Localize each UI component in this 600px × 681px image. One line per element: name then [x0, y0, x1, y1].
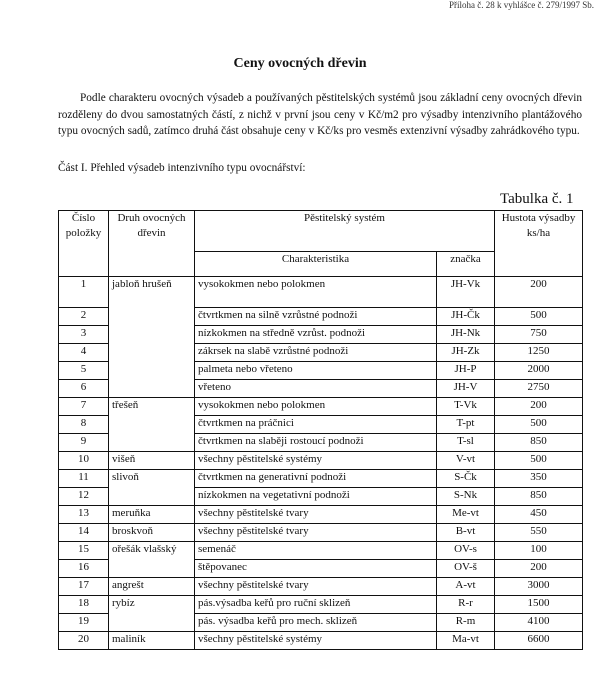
- cell-item-no: 18: [59, 596, 109, 614]
- cell-mark: JH-Vk: [437, 277, 495, 308]
- cell-species: [109, 308, 195, 326]
- cell-species: broskvoň: [109, 524, 195, 542]
- table-row: [59, 488, 583, 506]
- cell-item-no: 1: [59, 277, 109, 308]
- header-item-no: Číslo položky: [59, 211, 109, 277]
- cell-characteristic: semenáč: [195, 542, 437, 560]
- table-row: [59, 632, 583, 650]
- cell-item-no: 5: [59, 362, 109, 380]
- cell-species: [109, 380, 195, 398]
- cell-density: 2000: [495, 362, 583, 380]
- table-row: [59, 470, 583, 488]
- cell-mark: R-r: [437, 596, 495, 614]
- cell-item-no: 11: [59, 470, 109, 488]
- cell-density: 1250: [495, 344, 583, 362]
- cell-species: [109, 488, 195, 506]
- table-label: Tabulka č. 1: [500, 191, 574, 207]
- cell-characteristic: pás.výsadba keřů pro ruční sklizeň: [195, 596, 437, 614]
- table-row: [59, 398, 583, 416]
- table-body: [59, 277, 583, 650]
- cell-density: 1500: [495, 596, 583, 614]
- cell-characteristic: všechny pěstitelské systémy: [195, 632, 437, 650]
- cell-density: 2750: [495, 380, 583, 398]
- table-row: [59, 416, 583, 434]
- cell-species: maliník: [109, 632, 195, 650]
- cell-mark: OV-s: [437, 542, 495, 560]
- cell-mark: T-sl: [437, 434, 495, 452]
- table-row: [59, 614, 583, 632]
- cell-species: angrešt: [109, 578, 195, 596]
- cell-species: [109, 560, 195, 578]
- cell-density: 200: [495, 277, 583, 308]
- cell-mark: JH-Nk: [437, 326, 495, 344]
- table-row: [59, 506, 583, 524]
- header-species: Druh ovocných dřevin: [109, 211, 195, 277]
- table-row: [59, 452, 583, 470]
- cell-characteristic: všechny pěstitelské tvary: [195, 524, 437, 542]
- cell-species: ořešák vlašský: [109, 542, 195, 560]
- table-row: [59, 578, 583, 596]
- cell-density: 450: [495, 506, 583, 524]
- cell-item-no: 10: [59, 452, 109, 470]
- cell-characteristic: čtvrtkmen na práčnici: [195, 416, 437, 434]
- table-row: [59, 380, 583, 398]
- cell-mark: R-m: [437, 614, 495, 632]
- cell-density: 500: [495, 452, 583, 470]
- cell-mark: JH-V: [437, 380, 495, 398]
- cell-characteristic: čtvrtkmen na silně vzrůstné podnoži: [195, 308, 437, 326]
- table-row: [59, 596, 583, 614]
- cell-item-no: 17: [59, 578, 109, 596]
- cell-density: 6600: [495, 632, 583, 650]
- cell-item-no: 4: [59, 344, 109, 362]
- cell-mark: OV-š: [437, 560, 495, 578]
- intro-paragraph: Podle charakteru ovocných výsadeb a používaných pěstitelských systémů jsou základní ceny ovocných dřevin rozděleny do dvou samostatných částí, z nichž v první jsou ceny v Kč/m2 pro výsadby intenzivního plantážového typu ovocných sadů, zatímco druhá část obsahuje ceny v Kč/ks pro vesměs extenzivní výsadby zahrádkového typu.: [58, 92, 582, 137]
- cell-density: 200: [495, 398, 583, 416]
- cell-characteristic: nízkokmen na středně vzrůst. podnoži: [195, 326, 437, 344]
- table-row: [59, 308, 583, 326]
- cell-characteristic: čtvrtkmen na generativní podnoži: [195, 470, 437, 488]
- cell-species: [109, 344, 195, 362]
- cell-mark: T-Vk: [437, 398, 495, 416]
- cell-characteristic: štěpovanec: [195, 560, 437, 578]
- cell-mark: JH-P: [437, 362, 495, 380]
- table-row: [59, 344, 583, 362]
- cell-density: 850: [495, 434, 583, 452]
- cell-characteristic: všechny pěstitelské systémy: [195, 452, 437, 470]
- price-table: [58, 210, 583, 650]
- cell-mark: Me-vt: [437, 506, 495, 524]
- cell-species: [109, 326, 195, 344]
- cell-characteristic: všechny pěstitelské tvary: [195, 578, 437, 596]
- cell-species: meruňka: [109, 506, 195, 524]
- cell-characteristic: pás. výsadba keřů pro mech. sklizeň: [195, 614, 437, 632]
- table-row: [59, 277, 583, 308]
- header-mark: značka: [437, 252, 495, 277]
- cell-item-no: 14: [59, 524, 109, 542]
- cell-species: slivoň: [109, 470, 195, 488]
- cell-characteristic: všechny pěstitelské tvary: [195, 506, 437, 524]
- cell-item-no: 15: [59, 542, 109, 560]
- cell-characteristic: palmeta nebo vřeteno: [195, 362, 437, 380]
- cell-density: 750: [495, 326, 583, 344]
- cell-item-no: 13: [59, 506, 109, 524]
- cell-species: rybíz: [109, 596, 195, 614]
- cell-mark: B-vt: [437, 524, 495, 542]
- cell-characteristic: nízkokmen na vegetativní podnoži: [195, 488, 437, 506]
- cell-species: jabloň hrušeň: [109, 277, 195, 308]
- cell-mark: S-Čk: [437, 470, 495, 488]
- cell-species: višeň: [109, 452, 195, 470]
- cell-density: 4100: [495, 614, 583, 632]
- cell-item-no: 8: [59, 416, 109, 434]
- cell-species: [109, 416, 195, 434]
- cell-item-no: 6: [59, 380, 109, 398]
- header-characteristic: Charakteristika: [195, 252, 437, 277]
- cell-density: 850: [495, 488, 583, 506]
- part-heading: Část I. Přehled výsadeb intenzivního typu ovocnářství:: [58, 162, 306, 174]
- cell-mark: A-vt: [437, 578, 495, 596]
- header-system: Pěstitelský systém: [195, 211, 495, 252]
- cell-density: 550: [495, 524, 583, 542]
- cell-density: 3000: [495, 578, 583, 596]
- cell-species: [109, 434, 195, 452]
- cell-mark: JH-Zk: [437, 344, 495, 362]
- cell-density: 100: [495, 542, 583, 560]
- table-row: [59, 524, 583, 542]
- cell-item-no: 9: [59, 434, 109, 452]
- cell-item-no: 2: [59, 308, 109, 326]
- header-note: Příloha č. 28 k vyhlášce č. 279/1997 Sb.: [449, 0, 594, 10]
- table-row: [59, 362, 583, 380]
- cell-species: [109, 362, 195, 380]
- table-row: [59, 434, 583, 452]
- table-row: [59, 560, 583, 578]
- cell-characteristic: vysokokmen nebo polokmen: [195, 398, 437, 416]
- header-density: Hustota výsadby ks/ha: [495, 211, 583, 277]
- cell-characteristic: vřeteno: [195, 380, 437, 398]
- cell-item-no: 7: [59, 398, 109, 416]
- cell-species: [109, 614, 195, 632]
- table-row: [59, 326, 583, 344]
- cell-density: 500: [495, 308, 583, 326]
- cell-characteristic: zákrsek na slabě vzrůstné podnoži: [195, 344, 437, 362]
- cell-mark: S-Nk: [437, 488, 495, 506]
- cell-item-no: 16: [59, 560, 109, 578]
- cell-density: 500: [495, 416, 583, 434]
- cell-mark: JH-Čk: [437, 308, 495, 326]
- cell-item-no: 12: [59, 488, 109, 506]
- cell-density: 350: [495, 470, 583, 488]
- table-row: [59, 542, 583, 560]
- cell-species: třešeň: [109, 398, 195, 416]
- cell-mark: Ma-vt: [437, 632, 495, 650]
- cell-characteristic: vysokokmen nebo polokmen: [195, 277, 437, 308]
- page-title: Ceny ovocných dřevin: [233, 56, 367, 71]
- cell-item-no: 3: [59, 326, 109, 344]
- cell-item-no: 19: [59, 614, 109, 632]
- cell-density: 200: [495, 560, 583, 578]
- cell-item-no: 20: [59, 632, 109, 650]
- cell-mark: V-vt: [437, 452, 495, 470]
- cell-characteristic: čtvrtkmen na slaběji rostoucí podnoži: [195, 434, 437, 452]
- cell-mark: T-pt: [437, 416, 495, 434]
